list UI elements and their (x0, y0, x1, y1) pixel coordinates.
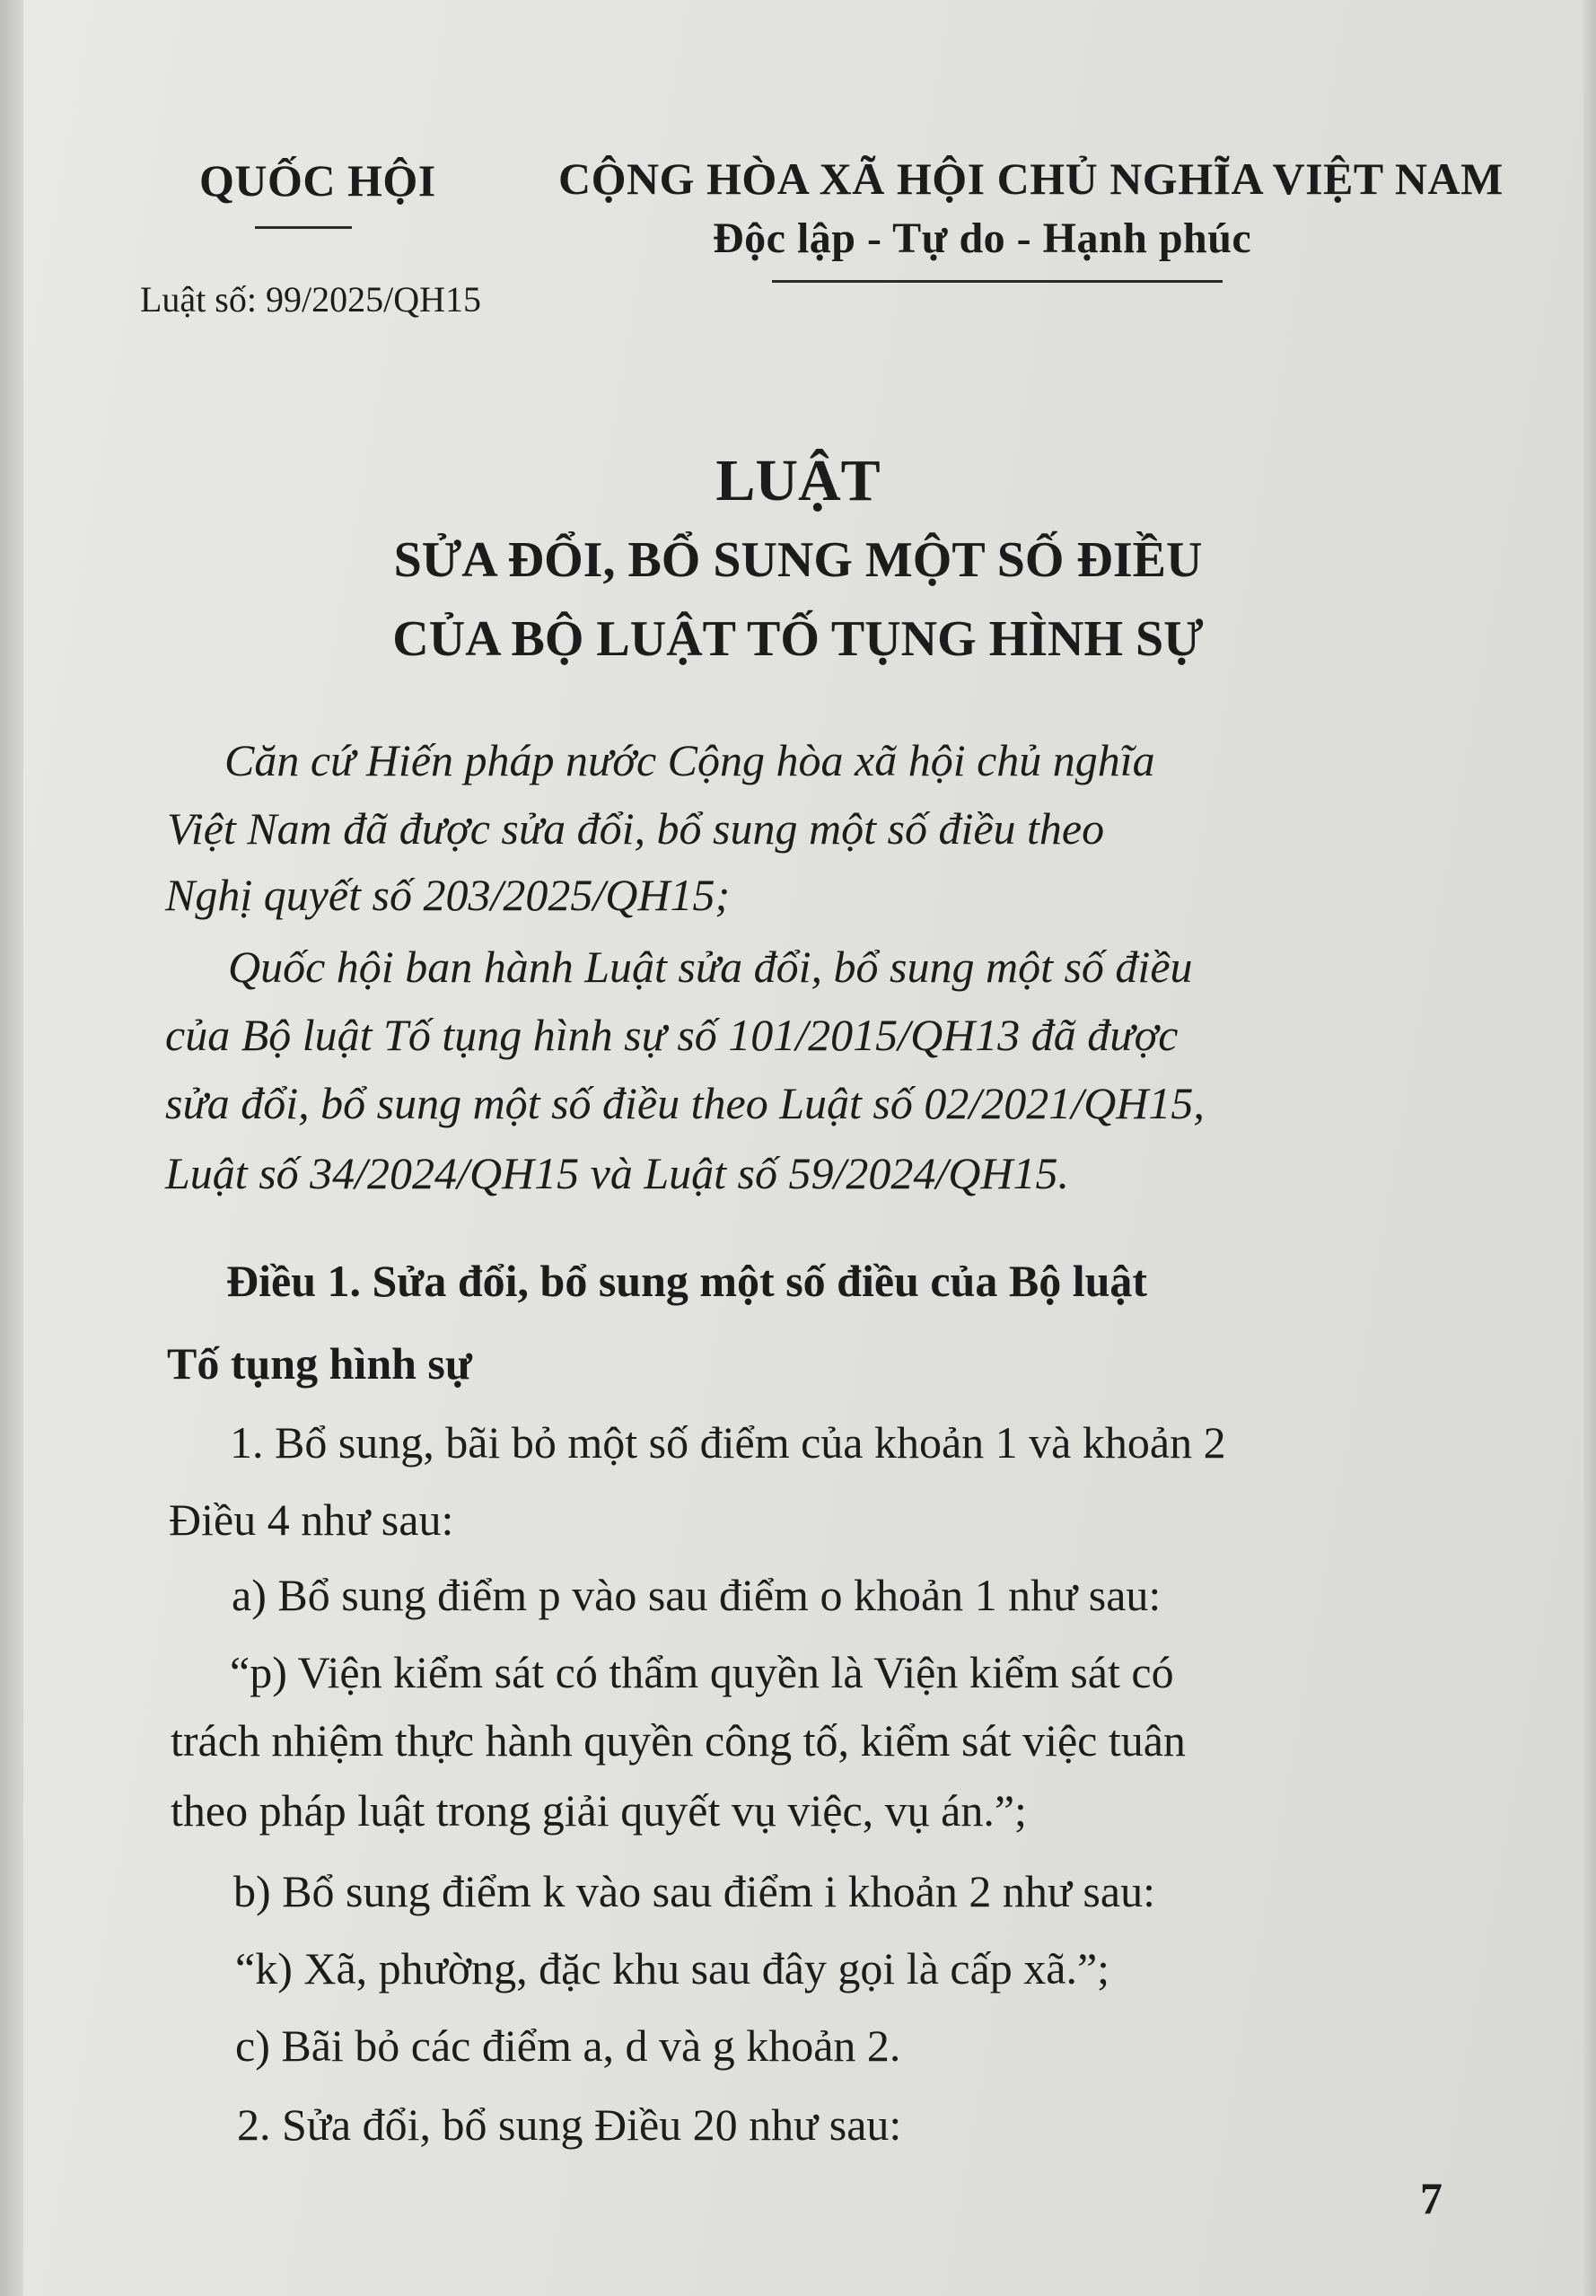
title-line-2: CỦA BỘ LUẬT TỐ TỤNG HÌNH SỰ (392, 611, 1204, 667)
preamble-1-line-1: Căn cứ Hiến pháp nước Cộng hòa xã hội chủ nghĩa (224, 735, 1155, 785)
preamble-2-line-4: Luật số 34/2024/QH15 và Luật số 59/2024/QH15. (165, 1148, 1070, 1198)
preamble-1-line-2: Việt Nam đã được sửa đổi, bổ sung một số điều theo (167, 803, 1105, 854)
article-1-heading-line-1: Điều 1. Sửa đổi, bổ sung một số điều của Bộ luật (226, 1256, 1148, 1306)
preamble-1-line-3: Nghị quyết số 203/2025/QH15; (165, 870, 731, 920)
law-number: Luật số: 99/2025/QH15 (140, 279, 481, 320)
article-1-line-7: b) Bổ sung điểm k vào sau điểm i khoản 2 như sau: (233, 1866, 1155, 1916)
preamble-2-line-3: sửa đổi, bổ sung một số điều theo Luật số 02/2021/QH15, (165, 1078, 1205, 1128)
article-1-line-8: “k) Xã, phường, đặc khu sau đây gọi là cấp xã.”; (235, 1943, 1110, 1994)
page-number: 7 (1420, 2173, 1443, 2223)
article-1-line-2: Điều 4 như sau: (169, 1494, 454, 1545)
title-line-1: SỬA ĐỔI, BỔ SUNG MỘT SỐ ĐIỀU (393, 532, 1203, 588)
preamble-2-line-1: Quốc hội ban hành Luật sửa đổi, bổ sung một số điều (228, 942, 1193, 992)
article-1-line-3: a) Bổ sung điểm p vào sau điểm o khoản 1 như sau: (232, 1570, 1162, 1620)
nation-name: CỘNG HÒA XÃ HỘI CHỦ NGHĨA VIỆT NAM (558, 153, 1504, 204)
issuer-name: QUỐC HỘI (199, 155, 436, 206)
article-1-heading-line-2: Tố tụng hình sự (167, 1338, 472, 1389)
issuer-underline (255, 226, 352, 229)
article-1-line-4: “p) Viện kiểm sát có thẩm quyền là Viện kiểm sát có (230, 1647, 1174, 1697)
document-type-title: LUẬT (715, 448, 881, 513)
article-1-line-5: trách nhiệm thực hành quyền công tố, kiểm sát việc tuân (171, 1715, 1186, 1766)
preamble-2-line-2: của Bộ luật Tố tụng hình sự số 101/2015/QH13 đã được (165, 1010, 1179, 1060)
article-1-line-1: 1. Bổ sung, bãi bỏ một số điểm của khoản 1 và khoản 2 (230, 1417, 1226, 1468)
nation-motto: Độc lập - Tự do - Hạnh phúc (713, 215, 1252, 262)
motto-underline (772, 280, 1223, 283)
page-binding-edge (0, 0, 23, 2296)
page-right-edge (1583, 0, 1596, 2296)
article-1-line-10: 2. Sửa đổi, bổ sung Điều 20 như sau: (237, 2099, 902, 2150)
article-1-line-9: c) Bãi bỏ các điểm a, d và g khoản 2. (235, 2020, 901, 2071)
article-1-line-6: theo pháp luật trong giải quyết vụ việc, vụ án.”; (171, 1785, 1027, 1836)
